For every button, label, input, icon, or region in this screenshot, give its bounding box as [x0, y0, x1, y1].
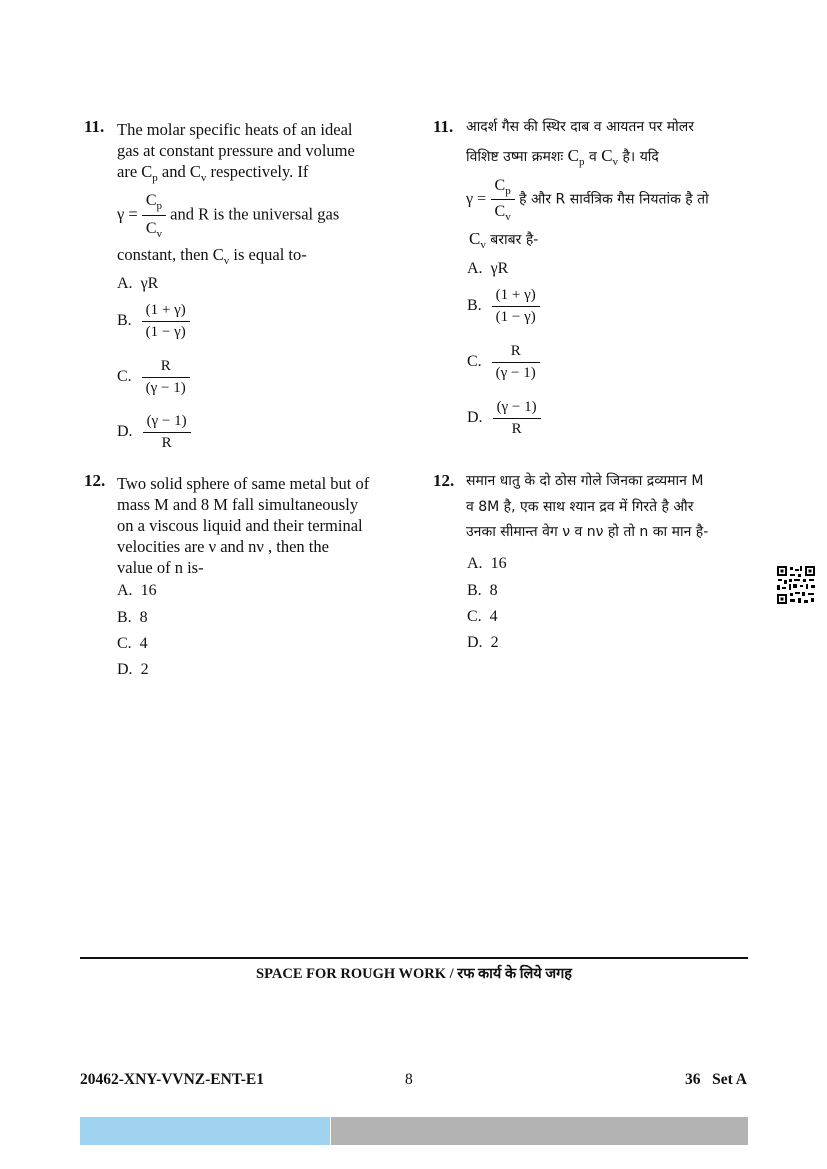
option-c[interactable]: C. 4 — [117, 635, 148, 652]
option-b[interactable]: B. $\frac{(1 + \gamma)}{(1 - \gamma)}$ — [467, 287, 540, 326]
question-text-hindi: समान धातु के दो ठोस गोले जिनका द्रव्यमान M — [466, 473, 704, 489]
option-a[interactable]: A. γR — [467, 260, 509, 277]
question-number: 12. — [84, 471, 106, 490]
option-b[interactable]: B. 8 — [117, 609, 148, 626]
rough-work-label: SPACE FOR ROUGH WORK / रफ कार्य के लिये जगह — [256, 966, 572, 982]
question-text: are $C_p$ and $C_v$ respectively. If — [117, 162, 309, 184]
option-a[interactable]: A. 16 — [117, 582, 157, 599]
gamma-definition-hindi: γ = $\frac{C_p}{C_v}$ है और R सार्वत्रिक गैस नियतांक है तो — [466, 177, 709, 223]
paper-code: 20462-XNY-VVNZ-ENT-E1 — [80, 1071, 265, 1088]
question-text: gas at constant pressure and volume — [117, 141, 355, 160]
qr-code-icon — [776, 565, 816, 605]
gamma-definition: γ = $\frac{C_p}{C_v}$ and R is the universal gas — [117, 192, 340, 240]
question-text: mass M and 8 M fall simultaneously — [117, 495, 359, 514]
option-b[interactable]: B. $\frac{(1 + \gamma)}{(1 - \gamma)}$ — [117, 302, 190, 341]
question-text-hindi: उनका सीमान्त वेग ν व nν हो तो n का मान है- — [466, 524, 709, 540]
question-text-hindi: आदर्श गैस की स्थिर दाब व आयतन पर मोलर — [466, 119, 694, 135]
option-c[interactable]: C. $\frac{R}{(\gamma - 1)}$ — [117, 358, 190, 397]
option-a[interactable]: A. γR — [117, 275, 159, 292]
question-text-hindi: $C_v$ बराबर है- — [469, 229, 539, 251]
page-number: 8 — [405, 1071, 413, 1088]
question-text: The molar specific heats of an ideal — [117, 120, 353, 139]
question-text: velocities are ν and nν , then the — [117, 537, 329, 556]
question-text-hindi: व 8M है, एक साथ श्यान द्रव में गिरते है और — [466, 499, 694, 515]
footer-bar-grey — [331, 1117, 748, 1145]
option-d[interactable]: D. $\frac{(\gamma - 1)}{R}$ — [117, 413, 191, 452]
divider — [80, 957, 748, 959]
question-text-hindi: विशिष्ट उष्मा क्रमशः $C_p$ व $C_v$ है। यदि — [466, 146, 659, 168]
question-text: on a viscous liquid and their terminal — [117, 516, 363, 535]
question-text: Two solid sphere of same metal but of — [117, 474, 370, 493]
option-c[interactable]: C. 4 — [467, 608, 498, 625]
footer-bar-blue — [80, 1117, 330, 1145]
option-d[interactable]: D. $\frac{(\gamma - 1)}{R}$ — [467, 399, 541, 438]
option-b[interactable]: B. 8 — [467, 582, 498, 599]
option-a[interactable]: A. 16 — [467, 555, 507, 572]
set-label: 36 Set A — [685, 1071, 747, 1088]
option-d[interactable]: D. 2 — [467, 634, 499, 651]
question-number: 11. — [84, 117, 105, 136]
question-text: constant, then $C_v$ is equal to- — [117, 245, 307, 267]
question-text: value of n is- — [117, 558, 204, 577]
question-number: 11. — [433, 117, 454, 136]
option-d[interactable]: D. 2 — [117, 661, 149, 678]
option-c[interactable]: C. $\frac{R}{(\gamma - 1)}$ — [467, 343, 540, 382]
question-number: 12. — [433, 471, 455, 490]
